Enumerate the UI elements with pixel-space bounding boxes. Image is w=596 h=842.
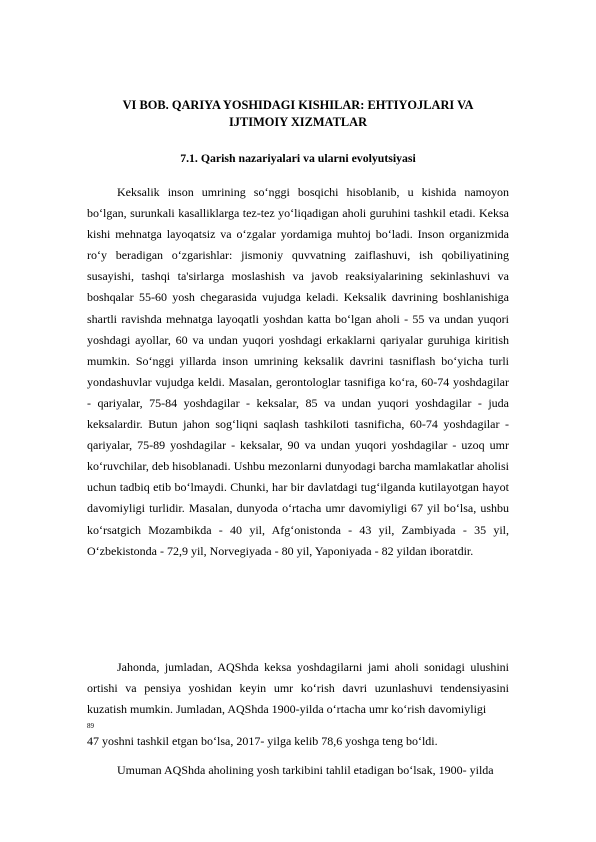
paragraph-1: Keksalik inson umrining so‘nggi bosqichi hisoblanib, u kishida namoyon bo‘lgan, surunkali kasalliklarga tez-tez yo‘liqadigan aholi guruhini tashkil etadi. Keksa kishi mehnatga layoqatsiz va o‘zgalar yordamiga muhtoj bo‘ladi. Inson organizmida ro‘y beradigan o‘zgarishlar: jismoniy quvvatning zaiflashuvi, ish qobiliyatining susayishi, tashqi ta'sirlarga moslashish va javob reaksiyalarining sekinlashuvi va boshqalar 55-60 yosh chegarasida vujudga keladi. Keksalik davrining boshlanishiga shartli ravishda mehnatga layoqatli yoshdan katta bo‘lgan aholi - 55 va undan yuqori yoshdagi ayollar, 60 va undan yuqori yoshdagi erkaklarni qariyalar guruhiga kiritish mumkin. So‘nggi yillarda inson umrining keksalik davrini tasniflash bo‘yicha turli yondashuvlar vujudga keldi. Masalan, gerontologlar tasnifiga ko‘ra, 60-74 yoshdagilar - qariyalar, 75-84 yoshdagilar - keksalar, 85 va undan yuqori yoshdagilar - juda keksalardir. Butun jahon sog‘liqni saqlash tashkiloti tasnificha, 60-74 yoshdagilar - qariyalar, 75-89 yoshdagilar - keksalar, 90 va undan yuqori yoshdagilar - uzoq umr ko‘ruvchilar, deb hisoblanadi. Ushbu mezonlarni dunyodagi barcha mamlakatlar aholisi uchun tadbiq etib bo‘lmaydi. Chunki, har bir davlatdagi tug‘ilganda kutilayotgan hayot davomiyligi turlidir. Masalan, dunyoda o‘rtacha umr davomiyligi 67 yil bo‘lsa, ushbu ko‘rsatgich Mozambikda - 40 yil, Afg‘onistonda - 43 yil, Zambiyada - 35 yil, O‘zbekistonda - 72,9 yil, Norvegiyada - 80 yil, Yaponiyada - 82 yildan iboratdir. xyxy=(87,185,509,558)
chapter-title xyxy=(84,97,512,131)
chapter-title-line-2: IJTIMOIY XIZMATLAR xyxy=(228,115,368,129)
chapter-title-line-1: VI BOB. QARIYA YOSHIDAGI KISHILAR: EHTIYOJLARI VA xyxy=(122,98,474,112)
paragraph-3: Umuman AQShda aholining yosh tarkibini tahlil etadigan bo‘lsak, 1900- yilda xyxy=(117,763,494,777)
section-title: 7.1. Qarish nazariyalari va ularni evolyutsiyasi xyxy=(180,151,416,165)
page-number: 89 xyxy=(87,722,94,730)
paragraph-2-continuation: 47 yoshni tashkil etgan bo‘lsa, 2017- yilga kelib 78,6 yoshga teng bo‘ldi. xyxy=(87,734,438,748)
paragraph-2: Jahonda, jumladan, AQShda keksa yoshdagilarni jami aholi sonidagi ulushini ortishi va pensiya yoshidan keyin umr ko‘rish davri uzunlashuvi tendensiyasini kuzatish mumkin. Jumladan, AQShda 1900-yilda o‘rtacha umr ko‘rish davomiyligi xyxy=(87,660,509,717)
